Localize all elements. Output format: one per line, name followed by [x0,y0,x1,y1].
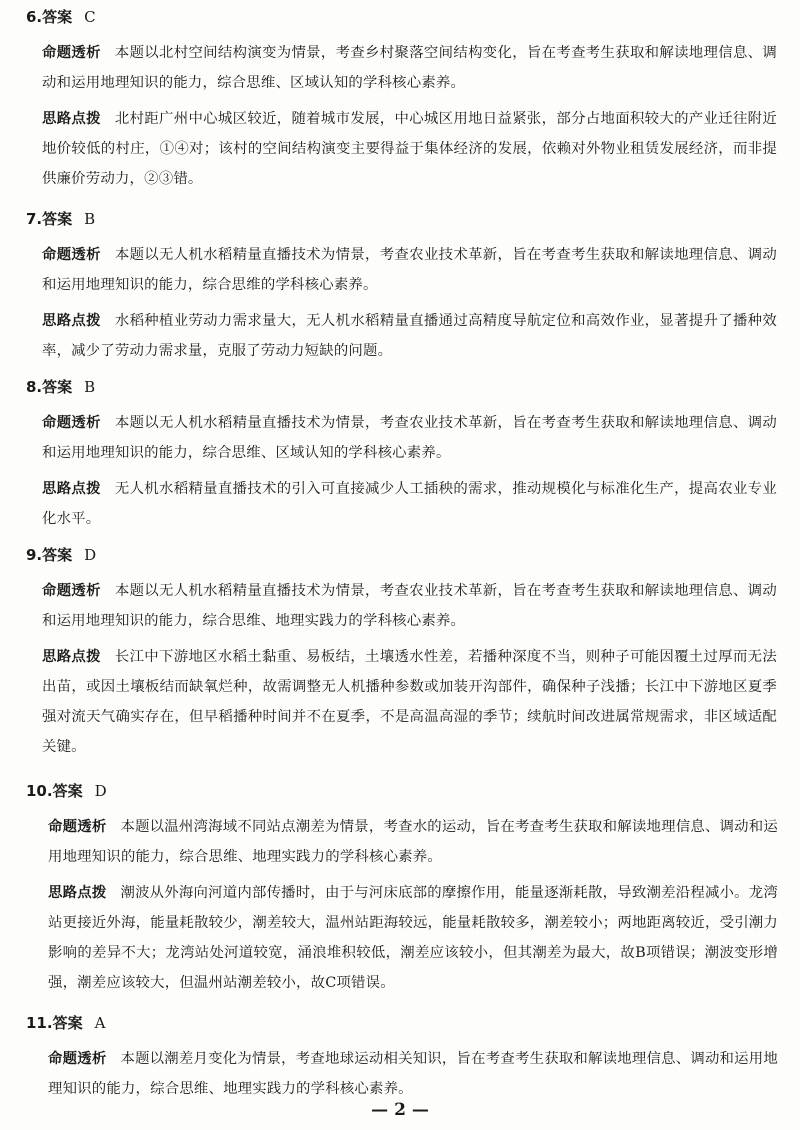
analysis-label: 命题透析 [48,819,107,835]
analysis-label: 命题透析 [42,583,101,599]
answer-option: D [84,546,97,564]
question-number: 8. [26,378,43,396]
analysis-paragraph [48,1044,778,1104]
analysis-label: 命题透析 [42,247,101,263]
analysis-label: 命题透析 [42,45,101,61]
question-number: 7. [26,210,43,228]
answer-line [26,6,96,27]
answer-label: 答案 [52,782,83,800]
analysis-paragraph [42,240,777,300]
hint-paragraph [48,878,778,998]
analysis-paragraph [42,576,777,636]
hint-text: 潮波从外海向河道内部传播时，由于与河床底部的摩擦作用，能量逐渐耗散，导致潮差沿程减小。龙湾站更接近外海，能量耗散较少，潮差较大，温州站距海较远，能量耗散较多，潮差较小；两地距离较近，受引潮力影响的差异不大；龙湾站处河道较宽，涌浪堆积较低，潮差应该较小，但其潮差为最大，故B项错误；潮波变形增强，潮差应该较大，但温州站潮差较小，故C项错误。 [48,885,778,991]
hint-paragraph [42,642,777,762]
hint-label: 思路点拨 [42,649,101,665]
answer-label: 答案 [42,8,73,26]
analysis-paragraph [42,38,777,98]
answer-option: B [84,378,96,396]
hint-text: 水稻种植业劳动力需求量大，无人机水稻精量直播通过高精度导航定位和高效作业，显著提升了播种效率，减少了劳动力需求量，克服了劳动力短缺的问题。 [42,313,777,359]
answer-label: 答案 [52,1014,83,1032]
page-number: — 2 — [371,1100,429,1120]
answer-option: C [84,8,96,26]
answer-line [26,208,95,229]
answer-label: 答案 [42,546,73,564]
analysis-label: 命题透析 [48,1051,107,1067]
question-number: 10. [26,782,53,800]
answer-line [26,1012,105,1033]
hint-text: 无人机水稻精量直播技术的引入可直接减少人工插秧的需求，推动规模化与标准化生产，提高农业专业化水平。 [42,481,777,527]
question-number: 9. [26,546,43,564]
analysis-text: 本题以无人机水稻精量直播技术为情景，考查农业技术革新，旨在考查考生获取和解读地理信息、调动和运用地理知识的能力，综合思维的学科核心素养。 [42,247,777,293]
analysis-text: 本题以无人机水稻精量直播技术为情景，考查农业技术革新，旨在考查考生获取和解读地理信息、调动和运用地理知识的能力，综合思维、区域认知的学科核心素养。 [42,415,777,461]
analysis-text: 本题以温州湾海域不同站点潮差为情景，考查水的运动，旨在考查考生获取和解读地理信息、调动和运用地理知识的能力，综合思维、地理实践力的学科核心素养。 [48,819,778,865]
hint-paragraph [42,104,777,194]
answer-line [26,544,96,565]
hint-text: 长江中下游地区水稻土黏重、易板结，土壤透水性差，若播种深度不当，则种子可能因覆土过厚而无法出苗，或因土壤板结而缺氧烂种，故需调整无人机播种参数或加装开沟部件，确保种子浅播；长江中下游地区夏季强对流天气确实存在，但早稻播种时间并不在夏季，不是高温高湿的季节；续航时间改进属常规需求，非区域适配关键。 [42,649,777,755]
hint-paragraph [42,474,777,534]
answer-line [26,780,107,801]
hint-label: 思路点拨 [42,111,101,127]
answer-option: D [94,782,107,800]
answer-option: A [94,1014,106,1032]
hint-label: 思路点拨 [42,313,101,329]
analysis-text: 本题以无人机水稻精量直播技术为情景，考查农业技术革新，旨在考查考生获取和解读地理信息、调动和运用地理知识的能力，综合思维、地理实践力的学科核心素养。 [42,583,777,629]
hint-label: 思路点拨 [42,481,101,497]
analysis-label: 命题透析 [42,415,101,431]
hint-label: 思路点拨 [48,885,107,901]
analysis-paragraph [48,812,778,872]
hint-text: 北村距广州中心城区较近，随着城市发展，中心城区用地日益紧张，部分占地面积较大的产业迁往附近地价较低的村庄，①④对；该村的空间结构演变主要得益于集体经济的发展，依赖对外物业租赁发展经济，而非提供廉价劳动力，②③错。 [42,111,777,187]
question-number: 6. [26,8,43,26]
analysis-paragraph [42,408,777,468]
hint-paragraph [42,306,777,366]
analysis-text: 本题以北村空间结构演变为情景，考查乡村聚落空间结构变化，旨在考查考生获取和解读地理信息、调动和运用地理知识的能力，综合思维、区域认知的学科核心素养。 [42,45,777,91]
answer-label: 答案 [42,378,73,396]
answer-option: B [84,210,96,228]
answer-line [26,376,95,397]
analysis-text: 本题以潮差月变化为情景，考查地球运动相关知识，旨在考查考生获取和解读地理信息、调动和运用地理知识的能力，综合思维、地理实践力的学科核心素养。 [48,1051,778,1097]
answer-label: 答案 [42,210,73,228]
question-number: 11. [26,1014,53,1032]
